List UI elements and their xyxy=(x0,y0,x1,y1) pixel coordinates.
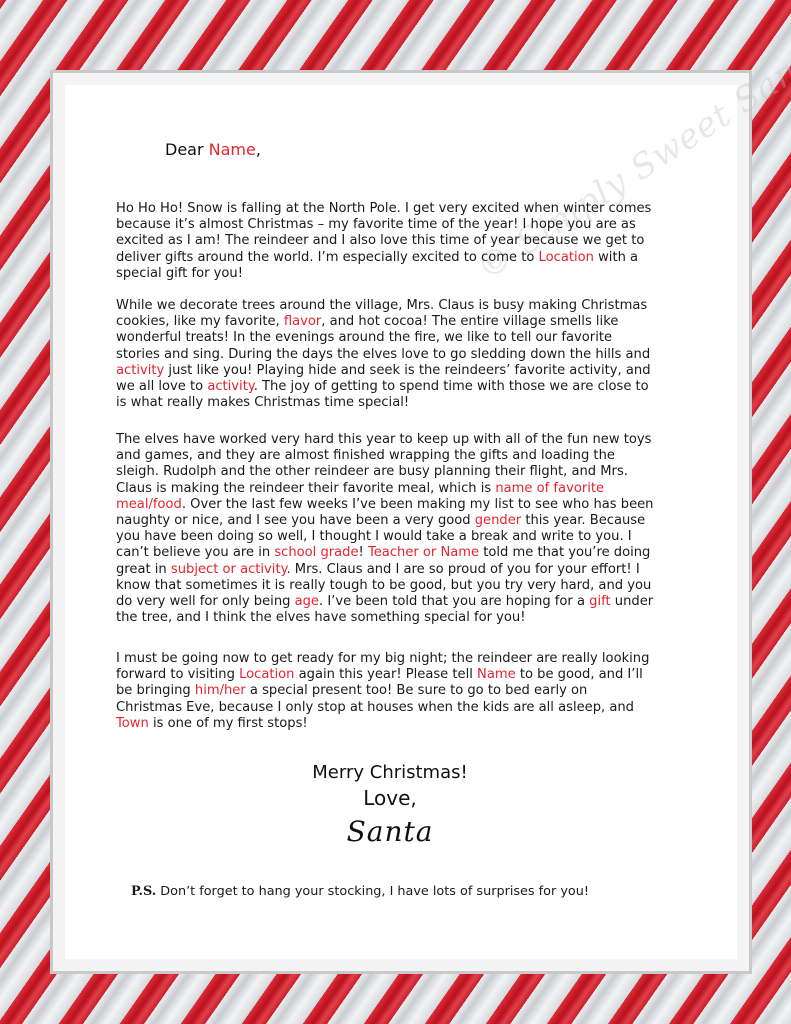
flavor-placeholder: flavor xyxy=(283,314,322,330)
salutation-prefix: Dear xyxy=(165,140,209,159)
town-placeholder: Town xyxy=(116,715,149,731)
paragraph-text: told me that you’re doing great in xyxy=(116,545,651,577)
paragraph-1 xyxy=(116,201,656,282)
activity-placeholder: activity xyxy=(207,379,254,395)
gift-placeholder: gift xyxy=(589,594,611,610)
pronoun-placeholder: him/her xyxy=(194,683,246,699)
name-placeholder: Name xyxy=(477,667,516,683)
location-placeholder: Location xyxy=(239,667,295,683)
watermark: © Simply Sweet Santa xyxy=(470,31,791,289)
location-placeholder: Location xyxy=(538,249,594,265)
paragraph-text: with a special gift for you! xyxy=(116,249,639,281)
paragraph-text: Ho Ho Ho! Snow is falling at the North Pole. I get very excited when winter comes because it’s almost Christmas – my favorite time of the year! I hope you are as excited as I am! The reindeer and I also love this time of year because we get to deliver gifts around the world. I’m especially excited to come to xyxy=(116,201,652,265)
recipient-name-placeholder: Name xyxy=(208,140,256,159)
postscript xyxy=(131,884,589,899)
paragraph-3 xyxy=(116,432,656,626)
paragraph-text: again this year! Please tell xyxy=(294,667,478,683)
paragraph-text: just like you! Playing hide and seek is the reindeers’ favorite activity, and we all love to xyxy=(116,362,651,395)
postscript-label: P.S. xyxy=(131,884,157,899)
paragraph-4 xyxy=(116,651,656,732)
closing-greeting: Merry Christmas! xyxy=(312,762,468,783)
salutation-suffix: , xyxy=(255,140,261,159)
closing-love: Love, xyxy=(363,786,417,810)
teacher-placeholder: Teacher or Name xyxy=(367,545,480,561)
paragraph-text: . I’ve been told that you are hoping for a xyxy=(319,594,590,610)
postscript-text: Don’t forget to hang your stocking, I have lots of surprises for you! xyxy=(156,884,589,899)
paragraph-text: , and hot cocoa! The entire village smells like wonderful treats! In the evenings around the fire, we like to tell our favorite stories and sing. During the days the elves love to go sledding down the hills and xyxy=(116,314,651,362)
paragraph-text: a special present too! Be sure to go to bed early on Christmas Eve, because I only stop at houses when the kids are all asleep, and xyxy=(116,683,634,715)
paragraph-text: I must be going now to get ready for my big night; the reindeer are really looking forward to visiting xyxy=(116,651,650,683)
activity-placeholder: activity xyxy=(116,362,165,378)
meal-placeholder: name of favorite meal/food xyxy=(116,480,605,512)
age-placeholder: age xyxy=(294,594,319,610)
salutation xyxy=(165,140,261,159)
paragraph-text: to be good, and I’ll be bringing xyxy=(116,667,643,699)
paragraph-text: The elves have worked very hard this year to keep up with all of the fun new toys and games, and they are almost finished wrapping the gifts and loading the sleigh. Rudolph and the other reindeer are busy planning their flight, and Mrs. Claus is making the reindeer their favorite meal, which is xyxy=(116,432,652,496)
paragraph-text: ! xyxy=(358,545,368,561)
paragraph-text: While we decorate trees around the village, Mrs. Claus is busy making Christmas cookies, like my favorite, xyxy=(116,298,648,330)
paragraph-text: under the tree, and I think the elves have something special for you! xyxy=(116,594,654,626)
santa-signature: Santa xyxy=(346,815,434,848)
paragraph-text: . The joy of getting to spend time with those we are close to is what really makes Christmas time special! xyxy=(116,379,649,411)
paragraph-text: . Mrs. Claus and I are so proud of you for your effort! I know that sometimes it is really tough to be good, but you try very hard, and you do very well for only being xyxy=(116,561,652,610)
gender-placeholder: gender xyxy=(474,513,522,529)
paragraph-text: is one of my first stops! xyxy=(148,715,308,731)
subject-placeholder: subject or activity xyxy=(170,561,287,577)
paragraph-2 xyxy=(116,298,656,411)
paragraph-text: this year. Because you have been doing so well, I thought I would take a break and write to you. I can’t believe you are in xyxy=(116,513,646,561)
school-grade-placeholder: school grade xyxy=(274,545,359,561)
paragraph-text: . Over the last few weeks I’ve been making my list to see who has been naughty or nice, and I see you have been a very good xyxy=(116,496,654,529)
